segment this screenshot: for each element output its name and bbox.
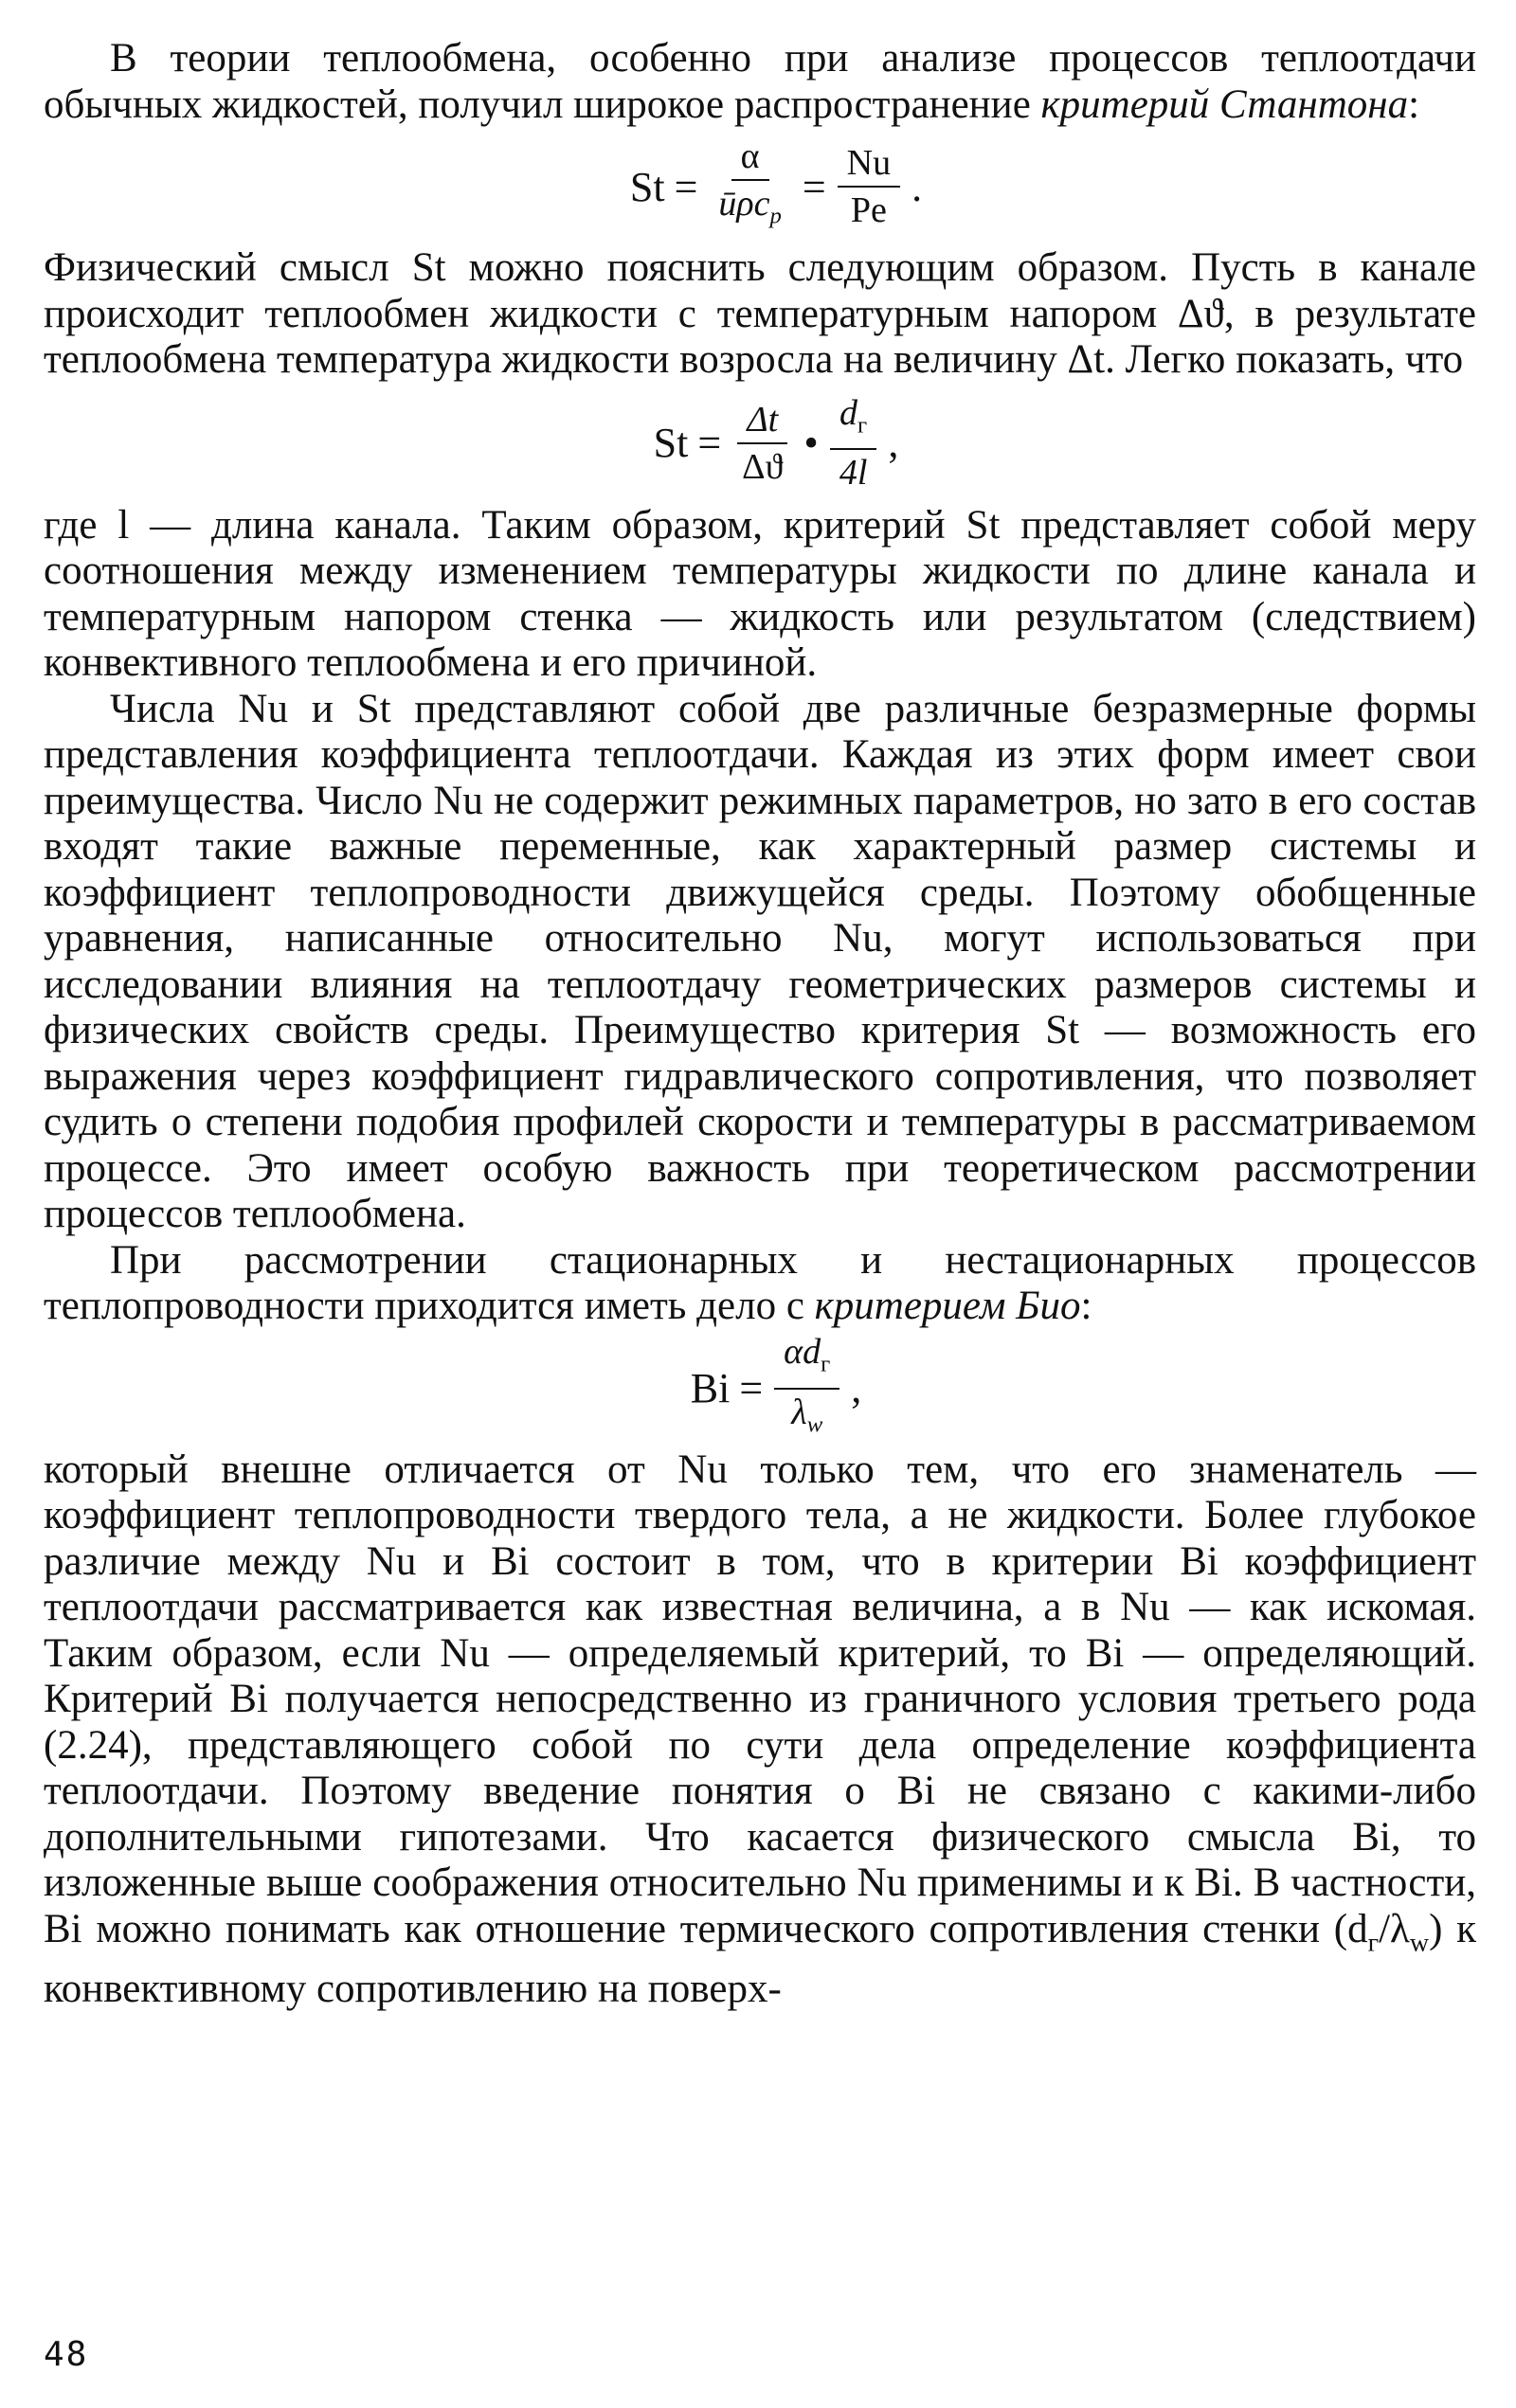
subscript: г [857,412,868,439]
punctuation: . [911,163,923,210]
numerator: Δt [737,401,787,444]
page-number: 48 [44,2335,89,2374]
den-text: λ [791,1392,807,1432]
denominator: Δϑ [742,446,784,487]
text: При рассмотрении стационарных и нестационарных процессов теплопроводности приходится иметь дело с [44,1237,1476,1328]
equals-sign: = [739,1365,764,1411]
numerator [830,394,876,451]
text: : [1408,81,1420,127]
paragraph-biot-explanation [44,1447,1476,2013]
denominator: Pe [850,190,887,230]
denominator [782,1390,832,1445]
subscript: p [769,203,782,229]
formula-biot [81,1330,1476,1447]
text: : [1080,1284,1092,1328]
subscript: w [1409,1928,1430,1958]
text: В теории теплообмена, особенно при анализе процессов теплоотдачи обычных жидкостей, получил широкое распространение [44,36,1476,127]
num-text: αd [784,1331,821,1372]
numerator: α [731,137,769,181]
equals-sign: = [674,163,698,210]
den-text: ūρc [718,184,770,225]
equals-sign: = [802,163,826,210]
numerator: Nu [838,144,900,188]
denominator: 4l [839,453,868,494]
fraction [709,137,790,236]
num-text: d [839,392,858,433]
term-stanton: критерий Стантона [1040,81,1409,127]
paragraph-biot-intro [44,1238,1476,1330]
text: который внешне отличается от Nu только тем, что его знаменатель — коэффициент теплопроводности твердого тела, а не жидкости. Более глубокое различие между Nu и Bi состоит в том, что в критерии Bi коэффициент теплоотдачи рассматривается как известная величина, а в Nu — как искомая. Таким образом, если Nu — определяемый критерий, то Bi — определяющий. Критерий Bi получается непосредственно из граничного условия третьего рода (2.24), представляющего собой по сути дела определение коэффициента теплоотдачи. Поэтому введение понятия о Bi не связано с какими-либо дополнительными гипотезами. Что касается физического смысла Bi, то изложенные выше соображения относительно Nu применимы и к Bi. В частности, Bi можно понимать как отношение термического сопротивления стенки (d [44,1447,1476,1951]
fraction [830,394,877,493]
formula-lhs: St [653,420,689,466]
paragraph-stanton-intro [44,36,1476,128]
subscript: w [806,1411,823,1438]
fraction [774,1333,839,1444]
text: ) к конвективному сопротивлению на поверх- [44,1906,1477,2011]
punctuation: , [851,1365,862,1411]
multiply-dot: • [803,420,819,466]
term-biot: критерием Био [814,1284,1081,1328]
subscript: г [1367,1928,1380,1958]
formula-stanton-temperature [81,384,1476,503]
paragraph-channel-length: где l — длина канала. Таким образом, критерий St представляет собой меру соотношения между изменением температуры жидкости по длине канала и температурным напором стенка — жидкость или результатом (следствием) конвективного теплообмена и его причиной. [44,502,1476,685]
book-page [44,36,1477,2374]
numerator [774,1333,839,1390]
equals-sign: = [697,420,722,466]
fraction [838,144,900,229]
denominator [709,181,790,236]
punctuation: , [888,420,899,466]
paragraph-nu-st-comparison: Числа Nu и St представляют собой две различные безразмерные формы представления коэффициента теплоотдачи. Каждая из этих форм имеет свои преимущества. Число Nu не содержит режимных параметров, но зато в его состав входят такие важные переменные, как характерный размер системы и коэффициент теплопроводности движущейся среды. Поэтому обобщенные уравнения, написанные относительно Nu, могут использоваться при исследовании влияния на теплоотдачу геометрических размеров системы и физических свойств среды. Преимущество критерия St — возможность его выражения через коэффициент гидравлического сопротивления, что позволяет судить о степени подобия профилей скорости и температуры в рассматриваемом процессе. Это имеет особую важность при теоретическом рассмотрении процессов теплообмена. [44,686,1476,1236]
subscript: г [821,1351,831,1377]
paragraph-physical-meaning: Физический смысл St можно пояснить следующим образом. Пусть в канале происходит теплообмен жидкости с температурным напором Δϑ, в результате теплообмена температура жидкости возросла на величину Δt. Легко показать, что [44,245,1476,382]
formula-lhs: Bi [690,1365,731,1411]
formula-stanton [81,128,1476,245]
fraction [732,401,792,486]
formula-lhs: St [629,163,665,210]
text: /λ [1379,1906,1410,1951]
